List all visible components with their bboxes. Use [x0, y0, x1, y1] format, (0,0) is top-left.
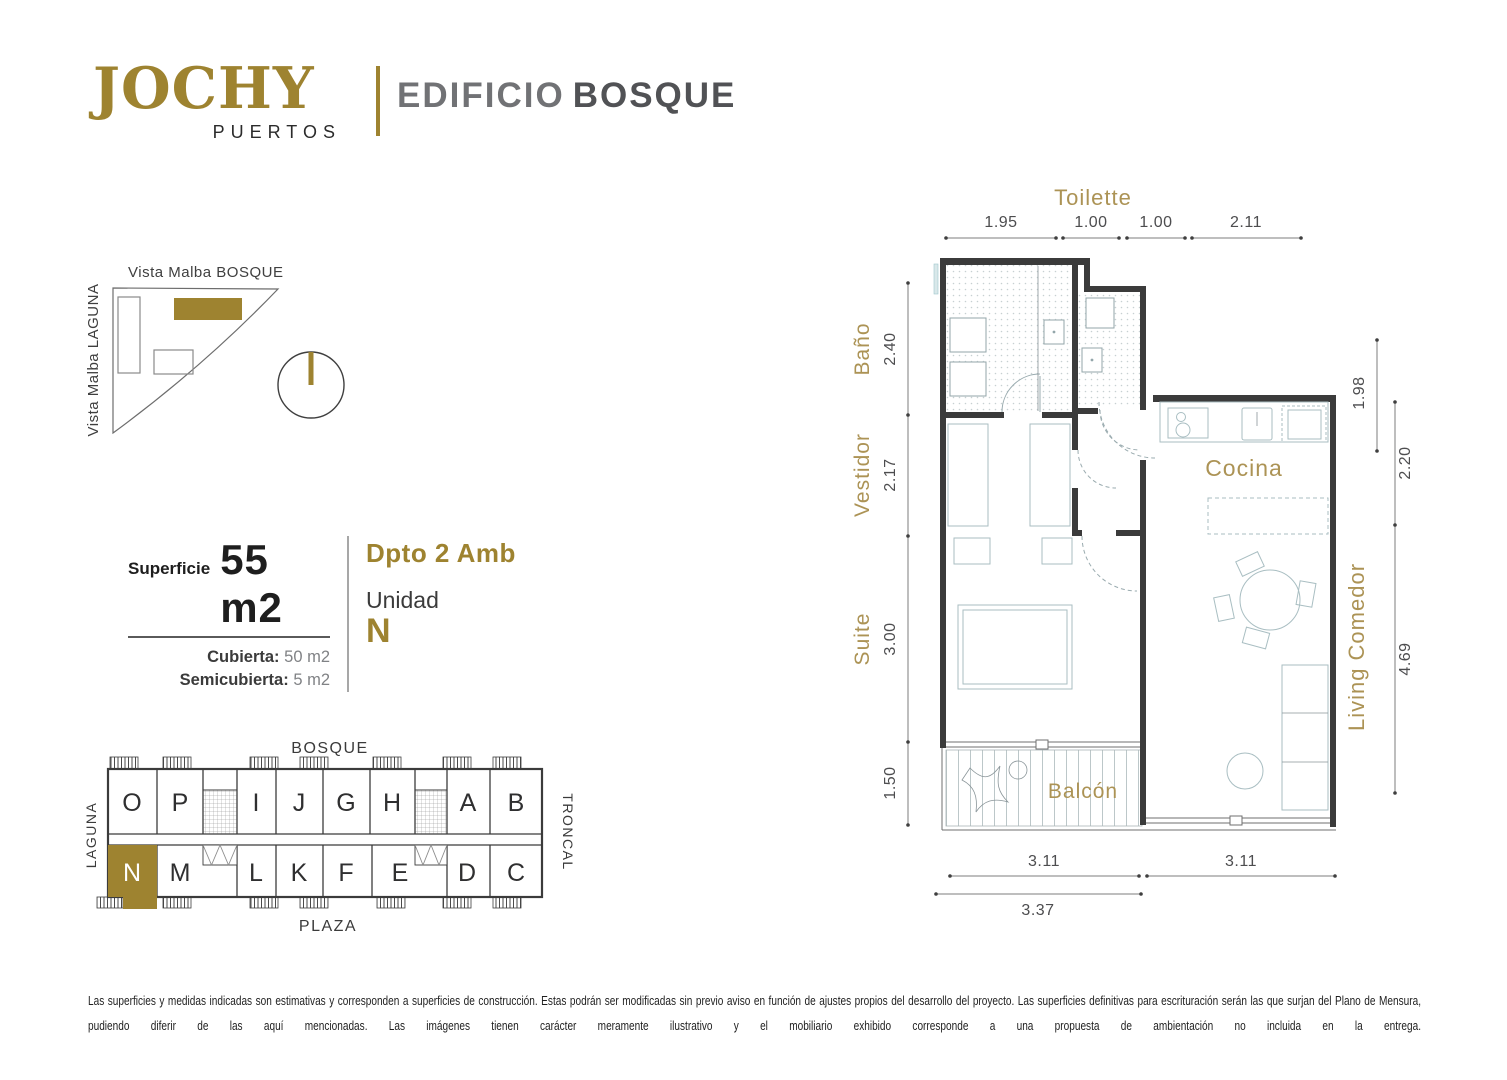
sofa-icon — [1282, 665, 1328, 810]
room-label-vestidor: Vestidor — [851, 433, 874, 517]
room-label-balcon: Balcón — [1047, 780, 1119, 803]
room-label-toilette: Toilette — [1054, 185, 1132, 210]
semicovered-label: Semicubierta: — [179, 671, 289, 689]
dressing-closets — [948, 424, 1070, 526]
suite-furniture — [954, 538, 1072, 689]
unit-C: C — [506, 859, 526, 887]
unit-G: G — [336, 789, 356, 817]
unit-H: H — [382, 789, 402, 817]
brand-name: JOCHY — [93, 55, 315, 122]
dim-right-2: 4.69 — [1397, 642, 1414, 676]
unit-A: A — [459, 789, 477, 817]
brand-logo — [93, 55, 341, 143]
unit-N: N — [122, 859, 142, 887]
street-label-bosque: BOSQUE — [291, 740, 369, 757]
apartment-type: Dpto 2 Amb — [366, 538, 516, 568]
compass-icon — [278, 352, 344, 418]
stove-icon — [1168, 408, 1208, 438]
dimensions-top — [944, 214, 1303, 240]
surface-summary — [128, 536, 330, 692]
orientation-top-label: Vista Malba BOSQUE — [128, 264, 284, 281]
unit-value: N — [366, 612, 391, 650]
dimensions-left — [882, 281, 910, 827]
dim-top-2: 1.00 — [1139, 214, 1173, 231]
unit-P: P — [171, 789, 189, 817]
dim-left-1: 2.17 — [882, 458, 899, 492]
key-plan — [85, 735, 575, 940]
dim-bottom-0: 3.11 — [1028, 853, 1060, 870]
dim-bottom-2: 3.37 — [1021, 902, 1055, 919]
brand-subtitle: PUERTOS — [212, 122, 341, 142]
surface-value: 55 m2 — [220, 536, 283, 631]
dim-top-0: 1.95 — [984, 214, 1018, 231]
room-label-suite: Suite — [851, 612, 874, 666]
building-title-name: BOSQUE — [572, 76, 737, 115]
semicovered-value: 5 m2 — [293, 671, 330, 689]
unit-F: F — [338, 859, 354, 887]
living-furniture — [1227, 665, 1328, 810]
dressing-door-arc — [1078, 450, 1116, 488]
dim-top-1: 1.00 — [1074, 214, 1108, 231]
room-label-bano: Baño — [851, 322, 874, 376]
suite-door-arc — [1082, 536, 1137, 591]
island-counter — [1208, 498, 1328, 534]
building-title-prefix: EDIFICIO — [397, 76, 565, 115]
site-building-highlight — [174, 298, 242, 320]
room-label-living: Living Comedor — [1344, 562, 1369, 732]
covered-label: Cubierta: — [207, 648, 280, 666]
orientation-diagram — [85, 255, 375, 450]
dim-bottom-1: 3.11 — [1225, 853, 1257, 870]
site-outline-icon — [113, 288, 278, 433]
unit-E: E — [391, 859, 409, 887]
dim-left-3: 1.50 — [882, 766, 899, 800]
highlighted-unit-balcony — [123, 897, 157, 909]
street-label-troncal: TRONCAL — [560, 793, 576, 871]
fridge-icon — [1282, 406, 1326, 442]
room-label-cocina: Cocina — [1205, 455, 1283, 481]
street-label-plaza: PLAZA — [298, 918, 358, 935]
wall-trim — [934, 264, 938, 294]
dimensions-bottom — [934, 853, 1337, 919]
dining-table-icon — [1240, 570, 1300, 630]
unit-M: M — [169, 859, 191, 887]
unit-I: I — [252, 789, 260, 817]
summary-divider — [347, 536, 349, 692]
bed-icon — [958, 605, 1072, 689]
unit-J: J — [292, 789, 306, 817]
unit-L: L — [249, 859, 263, 887]
building-title — [397, 76, 736, 116]
entry-door-arc — [1099, 402, 1155, 458]
coffee-table-icon — [1227, 753, 1263, 789]
surface-label: Superficie — [128, 559, 211, 578]
dim-right-0: 1.98 — [1351, 376, 1368, 410]
unit-O: O — [122, 789, 142, 817]
unit-summary — [366, 536, 516, 692]
dining-set — [1214, 552, 1316, 649]
dim-left-2: 3.00 — [882, 622, 899, 656]
disclaimer-text: Las superficies y medidas indicadas son estimativas y corresponden a superficies de construcción. Estas podrán ser modificadas sin previo aviso en función de ajustes propios del desarrollo del proyecto. Las superficies definitivas para escrituración serán las que surjan del Plano de Mensura, pudiendo diferir de las aquí mencionadas. Las imágenes tienen carácter meramente ilustrativo y el mobiliario exhibido corresponde a una propuesta de ambientación no incluida en la entrega. — [88, 993, 1421, 1034]
unit-D: D — [457, 859, 477, 887]
summary-panel — [128, 536, 516, 692]
unit-B: B — [507, 789, 525, 817]
floor-plan — [850, 180, 1470, 940]
street-label-laguna: LAGUNA — [83, 801, 99, 869]
unit-label: Unidad — [366, 587, 439, 613]
logo-divider — [376, 66, 380, 136]
summary-underline — [128, 636, 330, 638]
dim-left-0: 2.40 — [882, 332, 899, 366]
covered-value: 50 m2 — [284, 648, 330, 666]
dim-right-1: 2.20 — [1397, 446, 1414, 480]
orientation-side-label: Vista Malba LAGUNA — [85, 283, 102, 437]
unit-K: K — [290, 859, 308, 887]
dim-top-3: 2.11 — [1230, 214, 1262, 231]
